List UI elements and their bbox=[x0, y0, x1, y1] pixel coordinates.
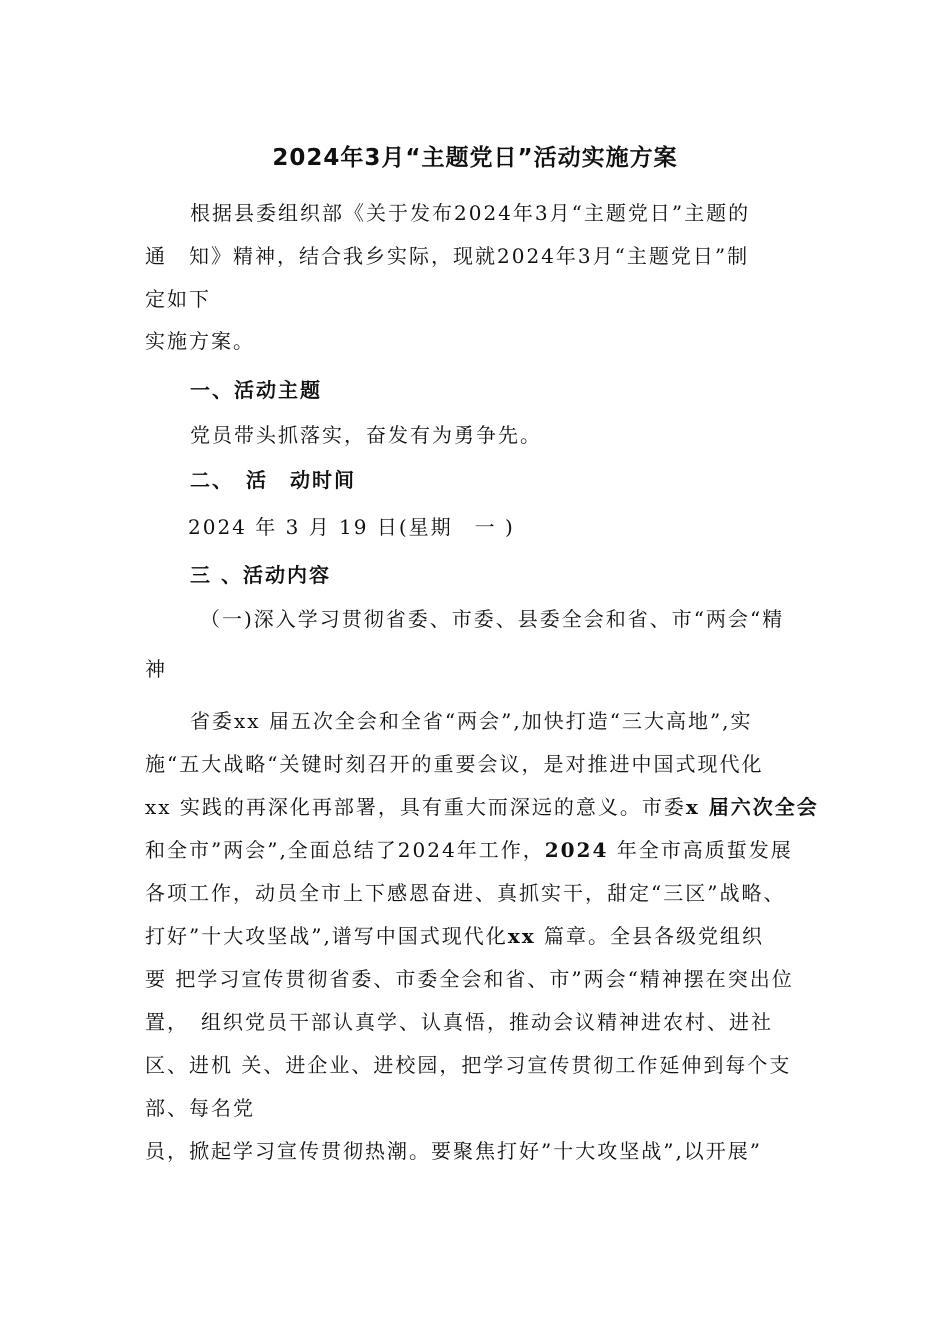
paragraph-line-5: 各项工作，动员全市上下感恩奋进、真抓实干，甜定“三区”战略、 bbox=[145, 881, 786, 905]
paragraph-line-6-bold: xx bbox=[507, 924, 536, 948]
subsection-1-line-1: （一)深入学习贯彻省委、市委、县委全会和省、市“两会“精 bbox=[200, 607, 785, 631]
paragraph-line-9: 区、进机 关、进企业、进校园，把学习宣传贯彻工作延伸到每个支 bbox=[145, 1053, 792, 1077]
section-1-heading: 一、活动主题 bbox=[190, 378, 322, 402]
paragraph-line-6 bbox=[145, 921, 950, 951]
paragraph-line-4-bold: 2024 bbox=[544, 838, 609, 862]
paragraph-line-3 bbox=[145, 792, 950, 822]
intro-line-1: 根据县委组织部《关于发布2024年3月“主题党日”主题的 bbox=[190, 201, 751, 225]
paragraph-line-3-text: xx 实践的再深化再部署，具有重大而深远的意义。市委 bbox=[145, 795, 686, 819]
section-2-heading: 二、 活 动时间 bbox=[190, 468, 356, 492]
paragraph-line-3-bold: x 届六次全会 bbox=[685, 795, 819, 819]
paragraph-line-1: 省委xx 届五次全会和全省“两会”,加快打造“三大高地”,实 bbox=[190, 709, 753, 733]
paragraph-line-4-rest: 年全市高质蜇发展 bbox=[608, 838, 793, 862]
paragraph-line-10: 部、每名党 bbox=[145, 1096, 255, 1120]
section-3-heading: 三 、活动内容 bbox=[190, 563, 331, 587]
paragraph-line-6-rest: 篇章。全县各级党组织 bbox=[535, 924, 765, 948]
paragraph-line-8: 置， 组织党员干部认真学、认真悟，推动会议精神进农村、进社 bbox=[145, 1010, 773, 1034]
paragraph-line-4-text: 和全市”两会”,全面总结了2024年工作， bbox=[145, 838, 545, 862]
paragraph-line-6-text: 打好”十大攻坚战”,谱写中国式现代化 bbox=[145, 924, 508, 948]
document-title: 2024年3月“主题党日”活动实施方案 bbox=[272, 145, 678, 171]
paragraph-line-7: 要 把学习宣传贯彻省委、市委全会和省、市”两会“精神摆在突出位 bbox=[145, 967, 794, 991]
intro-line-3: 定如下 bbox=[145, 287, 211, 311]
section-1-body: 党员带头抓落实，奋发有为勇争先。 bbox=[190, 423, 542, 447]
subsection-1-line-2: 神 bbox=[145, 657, 167, 681]
intro-line-4: 实施方案。 bbox=[145, 329, 255, 353]
paragraph-line-2: 施“五大战略“关键时刻召开的重要会议，是对推进中国式现代化 bbox=[145, 752, 764, 776]
section-2-body: 2024 年 3 月 19 日(星期 一 ) bbox=[188, 515, 515, 539]
paragraph-line-11: 员，掀起学习宣传贯彻热潮。要聚焦打好”十大攻坚战”,以开展” bbox=[145, 1139, 763, 1163]
intro-line-2: 通 知》精神，结合我乡实际，现就2024年3月“主题党日”制 bbox=[145, 244, 750, 268]
paragraph-line-4 bbox=[145, 835, 950, 865]
